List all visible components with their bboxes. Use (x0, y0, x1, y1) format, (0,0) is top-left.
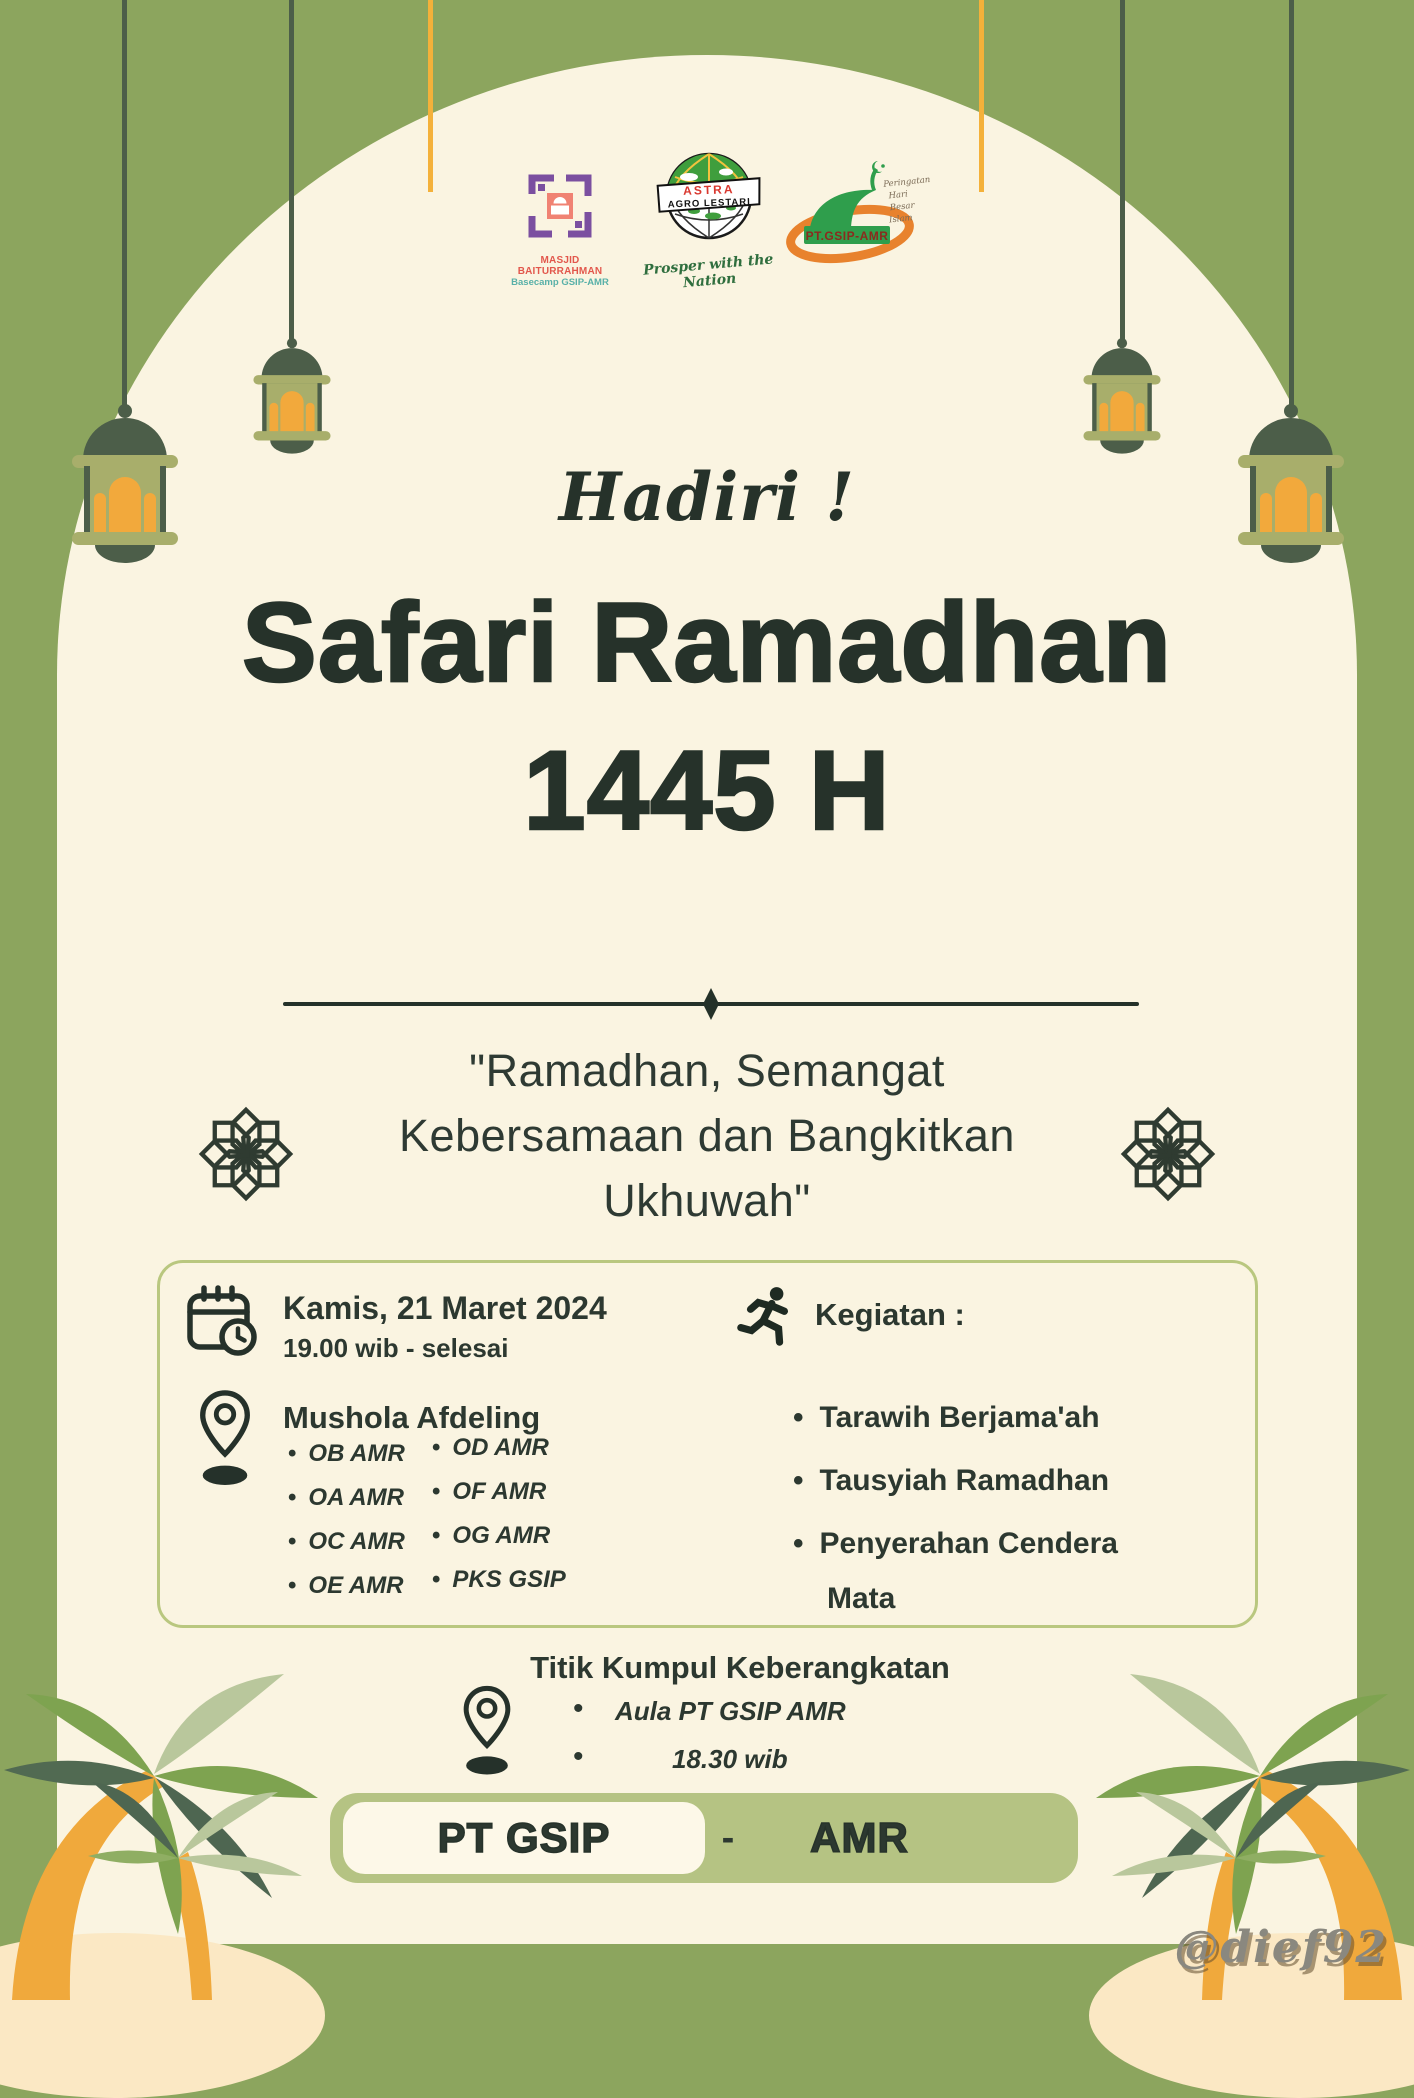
astra-banner-bottom: AGRO LESTARI (667, 196, 752, 211)
lantern-icon (1082, 338, 1162, 458)
geometric-flower-icon (1120, 1106, 1216, 1202)
divider-diamond-icon (703, 988, 719, 1020)
event-time: 19.00 wib - selesai (283, 1333, 509, 1363)
ornamental-divider (283, 986, 1139, 1022)
calendar-clock-icon (185, 1283, 261, 1361)
location-item: • OG AMR (432, 1522, 566, 1566)
activities-title: Kegiatan : (815, 1297, 965, 1332)
masjid-logo-subcaption: Basecamp GSIP-AMR (511, 277, 609, 288)
astra-tagline: Prosper with the Nation (642, 251, 775, 292)
activity-item: • Penyerahan Cendera Mata (793, 1516, 1173, 1626)
bullet-dot: • (573, 1740, 584, 1773)
badge-company-left: PT GSIP (343, 1802, 705, 1874)
creator-watermark: @dief92 (1174, 1922, 1388, 1973)
pt-gsip-amr-logo (780, 160, 932, 277)
location-title: Mushola Afdeling (283, 1400, 541, 1435)
quote-line2: Kebersamaan dan Bangkitkan (399, 1110, 1015, 1161)
globe-icon (656, 150, 762, 246)
poster-title-line1: Safari Ramadhan (242, 580, 1172, 705)
gsip-script-line: Islam (888, 213, 914, 226)
astra-banner-top: ASTRA (682, 182, 735, 198)
map-pin-icon (458, 1678, 516, 1784)
location-list-column2 (432, 1434, 566, 1610)
location-item: • PKS GSIP (432, 1566, 566, 1610)
bullet-dot: • (573, 1692, 584, 1725)
crescent-cord (979, 0, 984, 192)
map-pin-icon (194, 1388, 256, 1489)
masjid-baiturrahman-logo (498, 166, 622, 288)
geometric-flower-icon (198, 1106, 294, 1202)
activity-item: • Tarawih Berjama'ah (793, 1390, 1173, 1445)
gsip-script-line: Besar (889, 200, 916, 214)
location-item: • OC AMR (288, 1528, 405, 1572)
lantern-cord (122, 0, 127, 412)
crescent-cord (428, 0, 433, 192)
gsip-script-line: Peringatan (882, 174, 931, 190)
activity-item: • Tausyiah Ramadhan (793, 1453, 1173, 1508)
location-item: • OD AMR (432, 1434, 566, 1478)
meeting-point-title: Titik Kumpul Keberangkatan (530, 1650, 950, 1685)
gsip-logo-label: PT.GSIP-AMR (805, 229, 889, 243)
masjid-logo-caption: MASJID BAITURRAHMAN (517, 255, 603, 277)
company-badge (330, 1793, 1078, 1883)
quote-line1: "Ramadhan, Semangat (469, 1045, 945, 1096)
lantern-cord (1289, 0, 1294, 412)
kicker-text: Hadiri ! (558, 458, 856, 536)
badge-company-right: AMR (810, 1814, 909, 1861)
mosque-swoosh-icon (780, 160, 932, 272)
location-item: • OE AMR (288, 1572, 405, 1616)
badge-dash: - (721, 1816, 735, 1859)
meeting-point-item: Aula PT GSIP AMR (615, 1696, 846, 1726)
lantern-icon (252, 338, 332, 458)
event-date: Kamis, 21 Maret 2024 (283, 1290, 607, 1326)
location-item: • OA AMR (288, 1484, 405, 1528)
lantern-cord (1120, 0, 1125, 346)
palm-tree-icon (0, 1598, 336, 2000)
running-person-icon (737, 1286, 795, 1350)
meeting-time-item: 18.30 wib (672, 1744, 788, 1774)
location-list-column1 (288, 1440, 405, 1616)
astra-agro-lestari-logo (642, 150, 775, 292)
gsip-script-line: Hari (888, 189, 909, 202)
location-item: • OF AMR (432, 1478, 566, 1522)
crescent-moon-icon (396, 182, 498, 288)
location-item: • OB AMR (288, 1440, 405, 1484)
kufic-square-icon (520, 166, 600, 246)
lantern-cord (289, 0, 294, 346)
poster-title-line2: 1445 H (523, 728, 891, 853)
quote-line3: Ukhuwah" (603, 1175, 811, 1226)
